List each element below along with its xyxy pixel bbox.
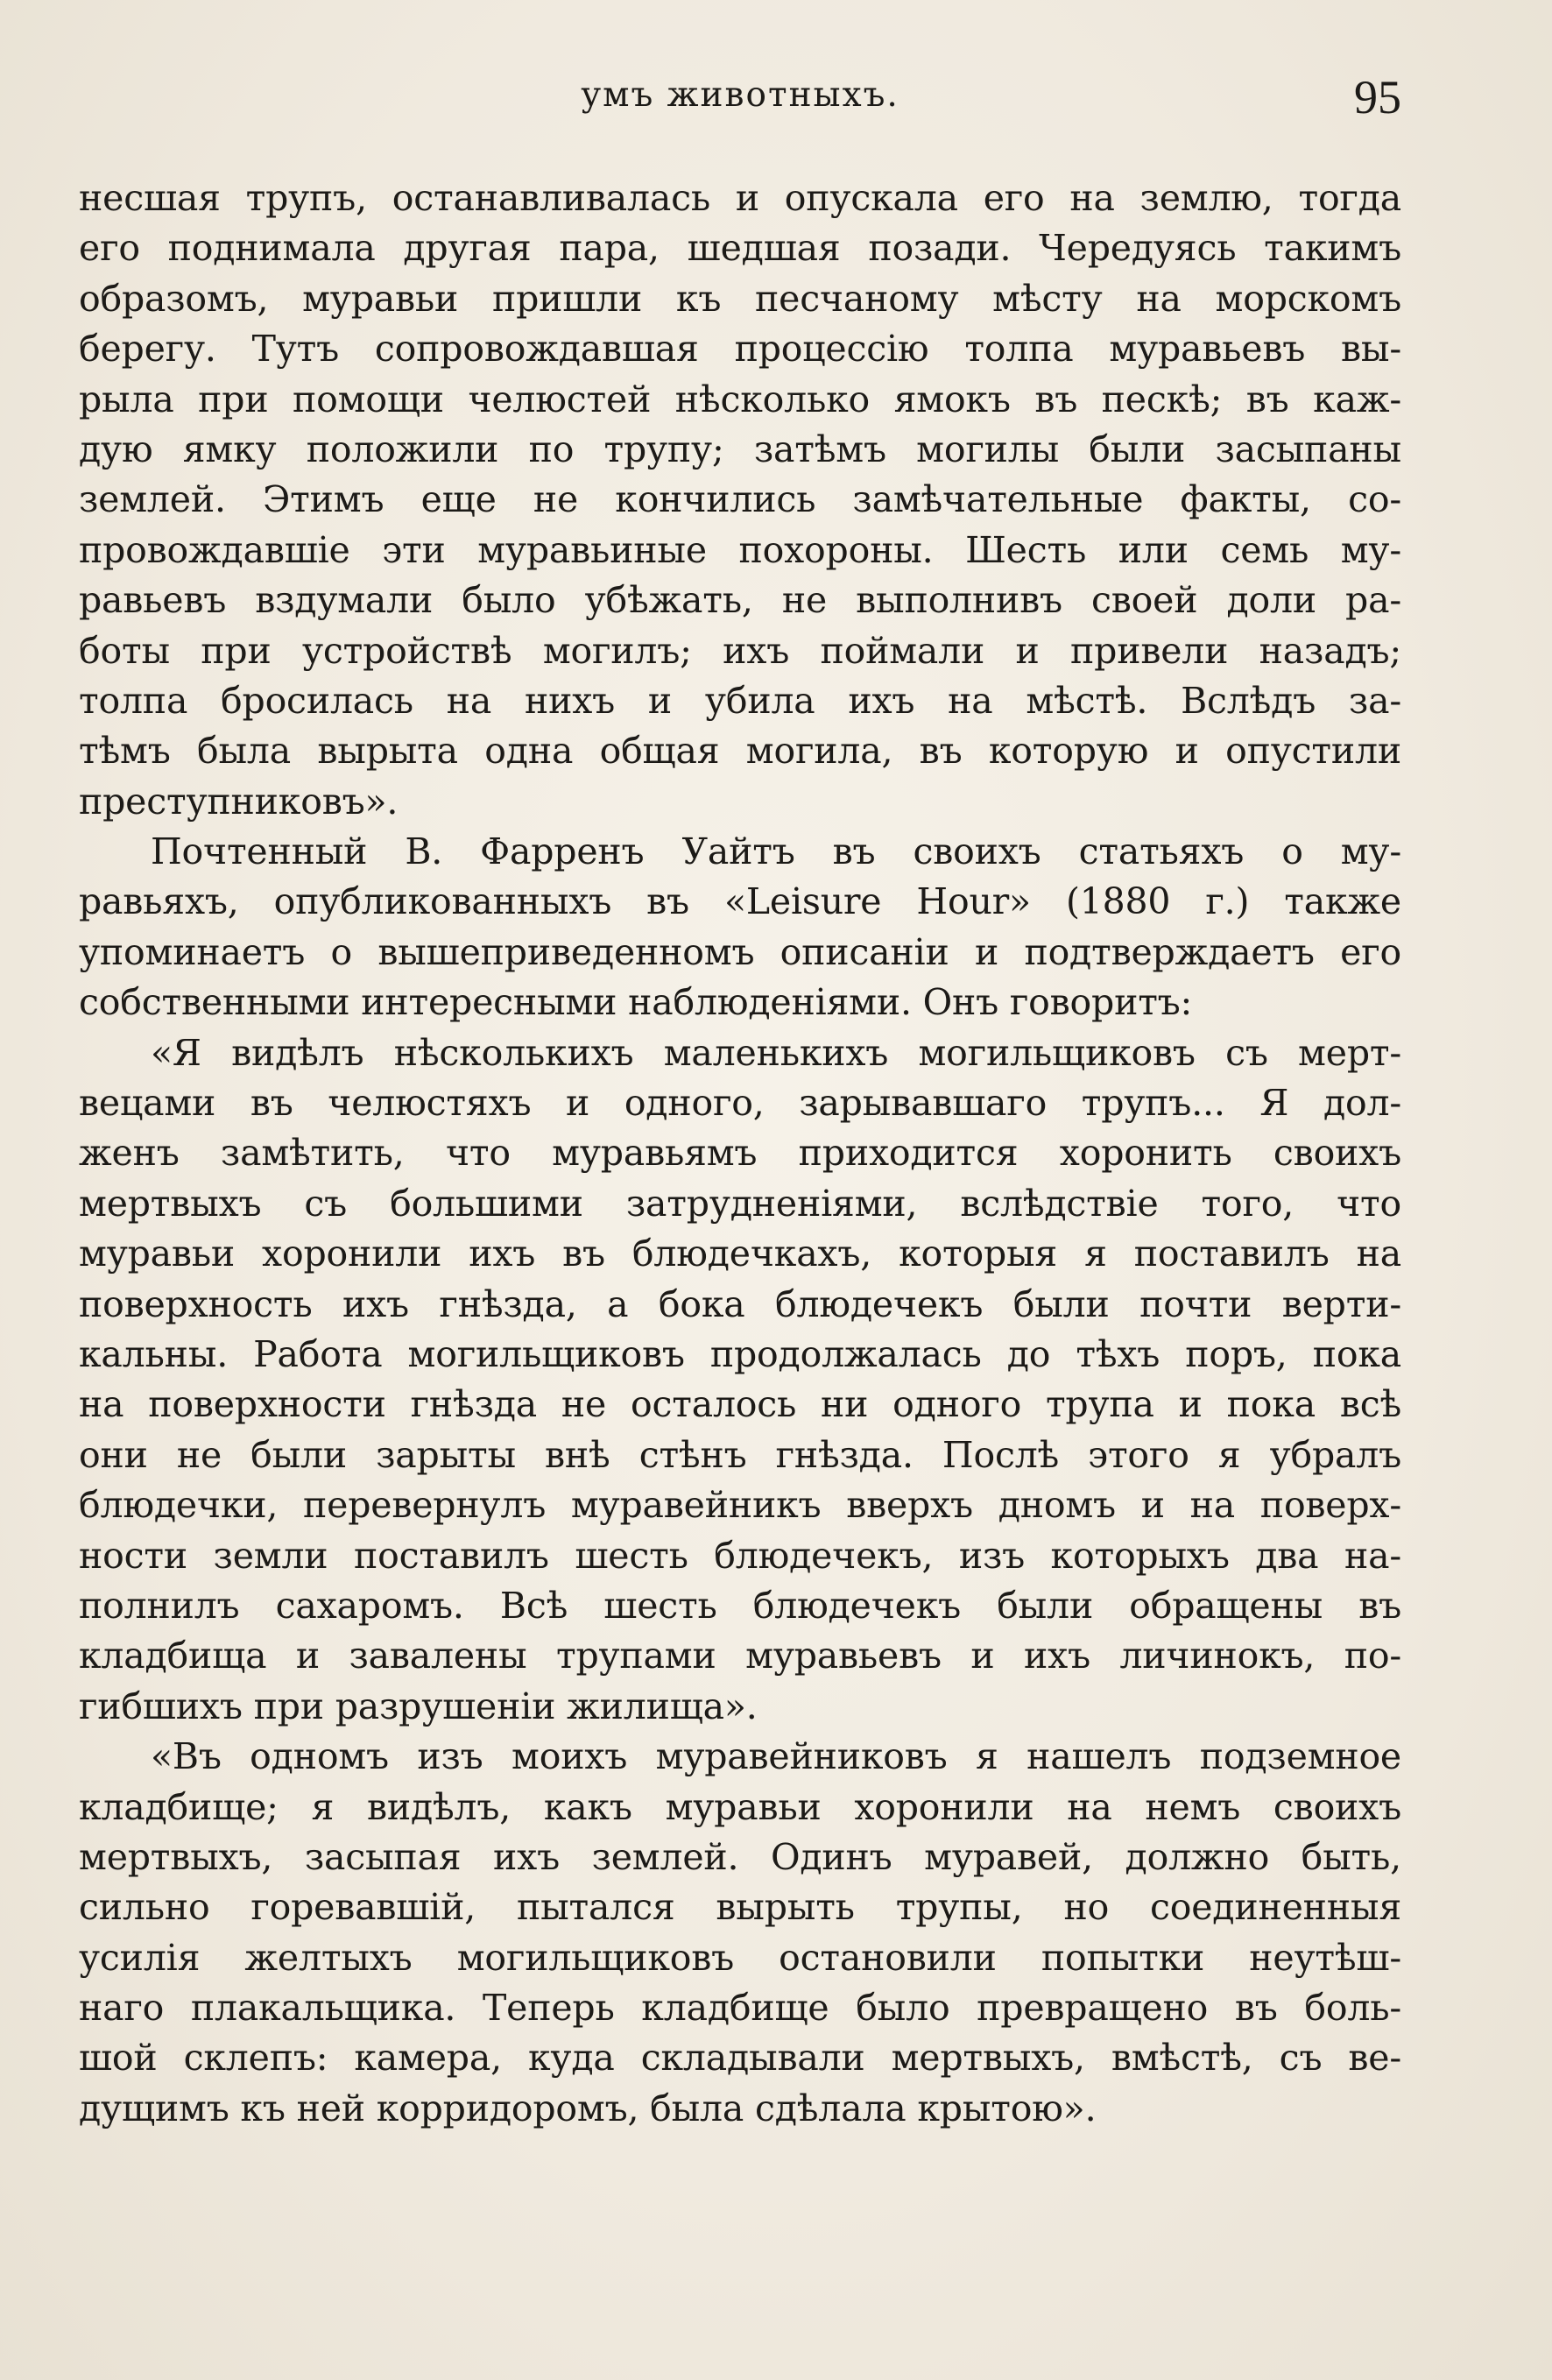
text-line: наго плакальщика. Теперь кладбище было превращено въ боль- bbox=[79, 1987, 1401, 2030]
text-line: преступниковъ». bbox=[79, 780, 399, 823]
text-line: несшая трупъ, останавливалась и опускала его на землю, тогда bbox=[79, 177, 1401, 219]
text-line: провождавшіе эти муравьиные похороны. Шесть или семь му- bbox=[79, 528, 1401, 571]
text-line: дущимъ къ ней корридоромъ, была сдѣлала крытою». bbox=[79, 2087, 1097, 2129]
text-line: Почтенный В. Фарренъ Уайтъ въ своихъ статьяхъ о му- bbox=[151, 830, 1401, 873]
text-line: кладбище; я видѣлъ, какъ муравьи хоронили на немъ своихъ bbox=[79, 1785, 1401, 1828]
body-text bbox=[79, 173, 1401, 2134]
text-line: блюдечки, перевернулъ муравейникъ вверхъ дномъ и на поверх- bbox=[79, 1484, 1401, 1527]
text-line: равьяхъ, опубликованныхъ въ «Leisure Hour» (1880 г.) также bbox=[79, 880, 1401, 923]
page-header bbox=[79, 70, 1401, 131]
text-line: кладбища и завалены трупами муравьевъ и ихъ личинокъ, по- bbox=[79, 1635, 1401, 1677]
text-line: рыла при помощи челюстей нѣсколько ямокъ въ пескѣ; въ каж- bbox=[79, 378, 1401, 420]
text-line: полнилъ сахаромъ. Всѣ шесть блюдечекъ были обращены въ bbox=[79, 1584, 1401, 1627]
text-line: ности земли поставилъ шесть блюдечекъ, изъ которыхъ два на- bbox=[79, 1534, 1401, 1577]
page-number: 95 bbox=[1354, 71, 1401, 124]
text-line: толпа бросилась на нихъ и убила ихъ на мѣстѣ. Вслѣдъ за- bbox=[79, 679, 1401, 722]
text-line: мертвыхъ съ большими затрудненіями, вслѣдствіе того, что bbox=[79, 1182, 1401, 1225]
text-line: дую ямку положили по трупу; затѣмъ могилы были засыпаны bbox=[79, 427, 1401, 470]
text-line: мертвыхъ, засыпая ихъ землей. Одинъ муравей, должно быть, bbox=[79, 1835, 1401, 1878]
text-line: женъ замѣтить, что муравьямъ приходится хоронить своихъ bbox=[79, 1132, 1401, 1175]
text-line: «Я видѣлъ нѣсколькихъ маленькихъ могильщиковъ съ мерт- bbox=[151, 1031, 1401, 1074]
text-line: вецами въ челюстяхъ и одного, зарывавшаго трупъ... Я дол- bbox=[79, 1082, 1401, 1125]
text-line: «Въ одномъ изъ моихъ муравейниковъ я нашелъ подземное bbox=[151, 1735, 1401, 1778]
running-title: умъ животныхъ. bbox=[581, 75, 899, 115]
text-line: поверхность ихъ гнѣзда, а бока блюдечекъ были почти верти- bbox=[79, 1282, 1401, 1325]
text-line: усилія желтыхъ могильщиковъ остановили попытки неутѣш- bbox=[79, 1936, 1401, 1979]
text-line: шой склепъ: камера, куда складывали мертвыхъ, вмѣстѣ, съ ве- bbox=[79, 2037, 1401, 2080]
text-line: тѣмъ была вырыта одна общая могила, въ которую и опустили bbox=[79, 730, 1401, 773]
text-line: упоминаетъ о вышеприведенномъ описаніи и подтверждаетъ его bbox=[79, 930, 1401, 973]
text-line: образомъ, муравьи пришли къ песчаному мѣсту на морскомъ bbox=[79, 277, 1401, 320]
text-line: сильно горевавшій, пытался вырыть трупы, но соединенныя bbox=[79, 1886, 1401, 1929]
text-line: берегу. Тутъ сопровождавшая процессію толпа муравьевъ вы- bbox=[79, 328, 1401, 371]
text-line: муравьи хоронили ихъ въ блюдечкахъ, которыя я поставилъ на bbox=[79, 1232, 1401, 1275]
text-line: кальны. Работа могильщиковъ продолжалась до тѣхъ поръ, пока bbox=[79, 1332, 1401, 1375]
text-line: равьевъ вздумали было убѣжать, не выполнивъ своей доли ра- bbox=[79, 579, 1401, 622]
text-line: землей. Этимъ еще не кончились замѣчательные факты, со- bbox=[79, 478, 1401, 521]
text-line: они не были зарыты внѣ стѣнъ гнѣзда. Послѣ этого я убралъ bbox=[79, 1433, 1401, 1476]
text-line: собственными интересными наблюденіями. Онъ говоритъ: bbox=[79, 981, 1193, 1024]
text-line: гибшихъ при разрушеніи жилища». bbox=[79, 1684, 758, 1727]
text-line: на поверхности гнѣзда не осталось ни одного трупа и пока всѣ bbox=[79, 1383, 1401, 1426]
text-line: боты при устройствѣ могилъ; ихъ поймали и привели назадъ; bbox=[79, 629, 1401, 672]
text-line: его поднимала другая пара, шедшая позади. Чередуясь такимъ bbox=[79, 227, 1401, 270]
